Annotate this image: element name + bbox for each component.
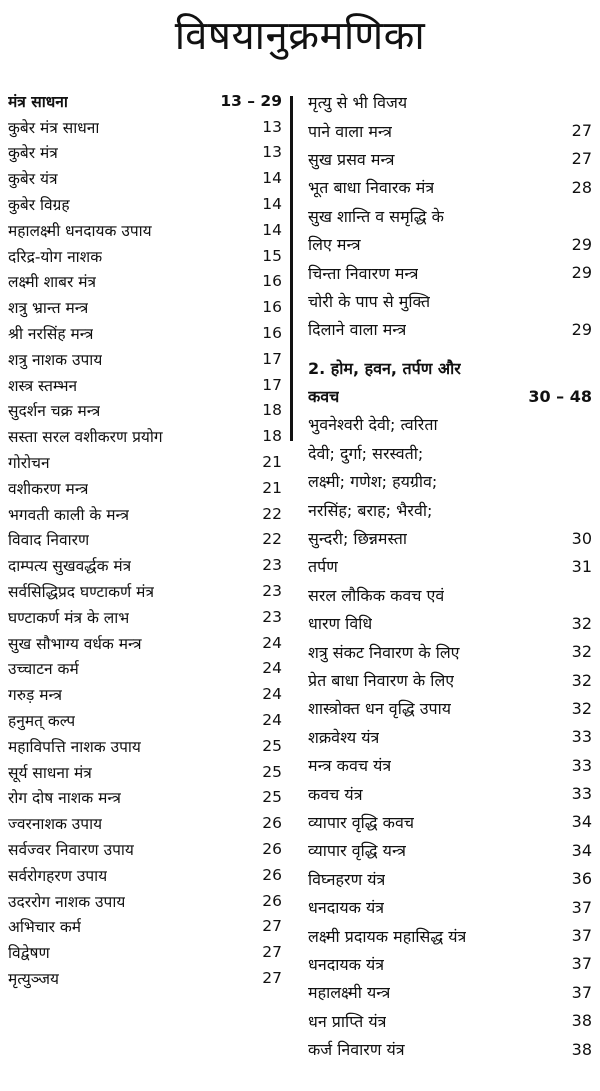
toc-entry — [308, 609, 592, 637]
toc-entry-page-number: 21 — [262, 478, 282, 497]
toc-entry — [308, 808, 592, 836]
toc-entry-page-number: 24 — [262, 633, 282, 652]
toc-entry-title: चोरी के पाप से मुक्ति — [308, 291, 431, 311]
toc-entry — [8, 914, 282, 940]
toc-entry-title: देवी; दुर्गा; सरस्वती; — [308, 443, 424, 463]
toc-entry-page-number: 33 — [571, 727, 592, 747]
toc-entry-title: सर्वज्वर निवारण उपाय — [8, 841, 134, 859]
toc-entry-page-number: 23 — [262, 607, 282, 626]
toc-entry-page-number: 27 — [262, 968, 282, 987]
toc-entry — [8, 191, 282, 217]
toc-entry — [308, 723, 592, 751]
toc-entry — [8, 165, 282, 191]
toc-entry-page-number: 33 — [571, 784, 592, 804]
toc-entry — [8, 114, 282, 140]
toc-entry-page-number: 24 — [262, 659, 282, 678]
toc-entry — [8, 398, 282, 424]
toc-entry-title: व्यापार वृद्धि कवच — [308, 812, 415, 832]
toc-entry-page-number: 25 — [262, 788, 282, 807]
toc-entry-title: कुबेर मंत्र साधना — [8, 118, 100, 137]
toc-entry-page-number: 37 — [571, 926, 592, 946]
toc-column-right — [308, 88, 592, 1063]
toc-entry-page-number: 34 — [571, 840, 592, 860]
toc-entry-title: हनुमत् कल्प — [8, 712, 76, 731]
toc-entry-title: विवाद निवारण — [8, 531, 90, 550]
toc-entry-title: नरसिंह; बराह; भैरवी; — [308, 500, 433, 520]
toc-entry-page-number: 22 — [262, 530, 282, 549]
toc-entry-page-number: 16 — [262, 324, 282, 343]
toc-entry-title: सर्वसिद्धिप्रद घण्टाकर्ण मंत्र — [8, 583, 155, 602]
toc-entry — [308, 410, 592, 438]
toc-entry-title: विद्वेषण — [8, 944, 50, 963]
toc-entry — [8, 527, 282, 553]
toc-entry-title: सुख शान्ति व समृद्धि के — [308, 206, 444, 226]
toc-entry-title: सुख सौभाग्य वर्धक मन्त्र — [8, 634, 142, 653]
toc-entry-title: महालक्ष्मी धनदायक उपाय — [8, 221, 152, 240]
toc-entry — [308, 1007, 592, 1035]
toc-entry-page-number: 24 — [262, 685, 282, 704]
toc-section-heading — [308, 382, 592, 410]
toc-entry-title: प्रेत बाधा निवारण के लिए — [308, 671, 455, 690]
toc-entry-title: मृत्युञ्जय — [8, 969, 59, 988]
toc-section-heading — [8, 88, 282, 114]
toc-entry — [308, 694, 592, 722]
toc-entry — [308, 173, 592, 201]
toc-entry-page-number: 13 – 29 — [220, 91, 282, 110]
toc-entry-title: शत्रु भ्रान्त मन्त्र — [8, 299, 89, 318]
toc-entry-title: भूत बाधा निवारक मंत्र — [308, 178, 435, 198]
toc-entry — [308, 145, 592, 173]
toc-entry-page-number: 32 — [571, 670, 592, 690]
toc-section-heading — [308, 354, 592, 382]
toc-entry-title: शस्त्र स्तम्भन — [8, 376, 78, 395]
toc-entry-title: शक्रवेश्य यंत्र — [308, 727, 380, 747]
toc-entry-title: व्यापार वृद्धि यन्त्र — [308, 841, 406, 861]
toc-entry-page-number: 32 — [571, 613, 592, 633]
toc-entry-page-number: 22 — [262, 504, 282, 523]
toc-entry-title: सरल लौकिक कवच एवं — [308, 585, 445, 605]
toc-entry — [308, 779, 592, 807]
toc-entry-page-number: 26 — [262, 865, 282, 884]
toc-entry-title: लक्ष्मी; गणेश; हयग्रीव; — [308, 472, 438, 492]
toc-entry — [8, 269, 282, 295]
toc-entry — [8, 294, 282, 320]
toc-entry-page-number: 16 — [262, 298, 282, 317]
toc-entry — [308, 921, 592, 949]
toc-entry-page-number: 32 — [571, 642, 592, 662]
toc-entry-page-number: 28 — [571, 177, 592, 197]
toc-entry-title: लक्ष्मी प्रदायक महासिद्ध यंत्र — [308, 926, 467, 946]
toc-entry-page-number: 14 — [262, 220, 282, 239]
toc-entry-page-number: 37 — [571, 982, 592, 1002]
toc-entry-title: गोरोचन — [8, 454, 50, 473]
toc-entry — [8, 810, 282, 836]
toc-entry-page-number: 27 — [262, 943, 282, 962]
toc-entry-title: कवच यंत्र — [308, 784, 363, 804]
toc-entry-page-number: 29 — [571, 263, 592, 283]
toc-entry-page-number: 14 — [262, 195, 282, 214]
toc-entry-page-number: 34 — [571, 812, 592, 832]
toc-entry-title: अभिचार कर्म — [8, 918, 82, 937]
toc-entry — [8, 552, 282, 578]
toc-entry — [308, 581, 592, 609]
toc-entry — [8, 707, 282, 733]
toc-column-left — [8, 88, 282, 991]
toc-entry-page-number: 18 — [262, 427, 282, 446]
toc-entry-title: सूर्य साधना मंत्र — [8, 763, 92, 782]
toc-entry-title: महाविपत्ति नाशक उपाय — [8, 737, 141, 756]
toc-entry — [8, 449, 282, 475]
toc-entry-title: कुबेर मंत्र — [8, 144, 58, 163]
toc-entry — [308, 751, 592, 779]
toc-entry — [8, 372, 282, 398]
toc-entry-title: चिन्ता निवारण मन्त्र — [308, 263, 419, 283]
toc-entry-title: मृत्यु से भी विजय — [308, 93, 408, 113]
toc-entry — [8, 501, 282, 527]
toc-entry-page-number: 14 — [262, 169, 282, 188]
section-spacer — [308, 344, 592, 354]
toc-entry-page-number: 38 — [571, 1039, 592, 1059]
toc-entry-page-number: 15 — [262, 246, 282, 265]
toc-entry — [8, 243, 282, 269]
toc-entry-page-number: 24 — [262, 711, 282, 730]
toc-entry-title: 2. होम, हवन, तर्पण और — [308, 358, 461, 378]
toc-entry — [308, 88, 592, 116]
toc-entry-title: घण्टाकर्ण मंत्र के लाभ — [8, 608, 130, 627]
toc-entry — [8, 140, 282, 166]
toc-entry-title: कवच — [308, 387, 340, 407]
toc-entry-title: उदररोग नाशक उपाय — [8, 892, 126, 911]
toc-entry-title: भगवती काली के मन्त्र — [8, 505, 130, 524]
toc-entry — [8, 785, 282, 811]
toc-entry-page-number: 26 — [262, 814, 282, 833]
toc-entry — [8, 965, 282, 991]
toc-entry — [308, 230, 592, 258]
toc-entry — [8, 346, 282, 372]
toc-entry — [308, 439, 592, 467]
toc-entry-title: सुदर्शन चक्र मन्त्र — [8, 402, 101, 421]
toc-entry — [308, 666, 592, 694]
toc-entry-title: विघ्नहरण यंत्र — [308, 869, 386, 889]
toc-entry-title: मंत्र साधना — [8, 92, 68, 111]
toc-entry — [8, 320, 282, 346]
toc-entry — [8, 862, 282, 888]
toc-entry-title: शत्रु संकट निवारण के लिए — [308, 642, 460, 662]
toc-entry — [308, 495, 592, 523]
toc-entry — [308, 865, 592, 893]
toc-entry-title: दिलाने वाला मन्त्र — [308, 320, 407, 340]
toc-entry-title: लक्ष्मी शाबर मंत्र — [8, 273, 97, 292]
toc-entry — [8, 681, 282, 707]
toc-entry-title: श्री नरसिंह मन्त्र — [8, 325, 94, 344]
toc-entry-page-number: 25 — [262, 762, 282, 781]
toc-entry-title: दाम्पत्य सुखवर्द्धक मंत्र — [8, 557, 132, 576]
toc-entry-page-number: 17 — [262, 375, 282, 394]
toc-entry-title: दरिद्र-योग नाशक — [8, 247, 103, 266]
toc-entry — [308, 524, 592, 552]
toc-entry-page-number: 32 — [571, 698, 592, 718]
toc-entry-title: शास्त्रोक्त धन वृद्धि उपाय — [308, 699, 452, 719]
toc-entry-page-number: 37 — [571, 954, 592, 974]
toc-entry-title: धारण विधि — [308, 614, 373, 634]
toc-entry-page-number: 23 — [262, 582, 282, 601]
column-divider — [290, 96, 293, 441]
toc-entry-title: उच्चाटन कर्म — [8, 660, 79, 679]
toc-entry-page-number: 13 — [262, 117, 282, 136]
toc-entry-title: पाने वाला मन्त्र — [308, 121, 392, 141]
toc-entry — [308, 258, 592, 286]
toc-entry — [308, 467, 592, 495]
toc-entry-page-number: 38 — [571, 1011, 592, 1031]
toc-entry-title: रोग दोष नाशक मन्त्र — [8, 789, 121, 808]
toc-entry-page-number: 30 — [571, 528, 592, 548]
toc-entry-title: कुबेर यंत्र — [8, 170, 58, 189]
toc-entry-page-number: 27 — [571, 121, 592, 141]
toc-entry — [8, 423, 282, 449]
toc-entry — [308, 1035, 592, 1063]
toc-entry-page-number: 36 — [571, 869, 592, 889]
toc-entry — [308, 552, 592, 580]
toc-entry-title: ज्वरनाशक उपाय — [8, 815, 103, 834]
toc-entry-title: शत्रु नाशक उपाय — [8, 350, 103, 369]
toc-entry — [8, 475, 282, 501]
toc-entry — [8, 217, 282, 243]
toc-entry-page-number: 26 — [262, 891, 282, 910]
toc-entry-title: महालक्ष्मी यन्त्र — [308, 983, 391, 1003]
toc-entry — [8, 888, 282, 914]
toc-entry — [308, 893, 592, 921]
toc-entry — [8, 656, 282, 682]
toc-entry — [8, 604, 282, 630]
toc-entry-page-number: 17 — [262, 349, 282, 368]
toc-entry-page-number: 29 — [571, 319, 592, 339]
toc-entry-page-number: 31 — [571, 556, 592, 576]
toc-entry-page-number: 37 — [571, 897, 592, 917]
toc-entry — [8, 630, 282, 656]
toc-entry-title: सस्ता सरल वशीकरण प्रयोग — [8, 428, 163, 447]
toc-entry-title: कुबेर विग्रह — [8, 196, 70, 215]
toc-entry-page-number: 13 — [262, 143, 282, 162]
toc-entry — [308, 287, 592, 315]
toc-entry-page-number: 23 — [262, 556, 282, 575]
toc-entry — [8, 759, 282, 785]
toc-entry-page-number: 27 — [571, 149, 592, 169]
toc-entry-title: सर्वरोगहरण उपाय — [8, 866, 108, 885]
toc-entry — [8, 733, 282, 759]
toc-entry-title: मन्त्र कवच यंत्र — [308, 756, 392, 776]
toc-entry-page-number: 30 – 48 — [528, 386, 592, 406]
toc-entry-page-number: 18 — [262, 401, 282, 420]
toc-entry-title: धन प्राप्ति यंत्र — [308, 1011, 387, 1031]
toc-entry — [308, 315, 592, 343]
toc-entry — [8, 578, 282, 604]
toc-entry — [308, 950, 592, 978]
toc-entry-title: धनदायक यंत्र — [308, 898, 385, 918]
toc-entry-title: लिए मन्त्र — [308, 235, 361, 255]
toc-entry-page-number: 26 — [262, 840, 282, 858]
toc-entry — [308, 978, 592, 1006]
toc-entry-title: वशीकरण मन्त्र — [8, 479, 89, 498]
toc-entry-title: सुन्दरी; छिन्नमस्ता — [308, 529, 407, 549]
toc-entry-page-number: 16 — [262, 272, 282, 291]
toc-entry-page-number: 33 — [571, 755, 592, 775]
toc-entry — [8, 939, 282, 965]
toc-entry — [8, 836, 282, 862]
toc-entry-page-number: 21 — [262, 453, 282, 472]
toc-entry — [308, 202, 592, 230]
toc-entry-title: तर्पण — [308, 557, 338, 577]
toc-entry-page-number: 27 — [262, 917, 282, 936]
toc-entry — [308, 836, 592, 864]
toc-entry-title: भुवनेश्वरी देवी; त्वरिता — [308, 415, 438, 435]
page-title: विषयानुक्रमणिका — [174, 13, 426, 59]
toc-entry-title: सुख प्रसव मन्त्र — [308, 149, 395, 169]
toc-entry-title: धनदायक यंत्र — [308, 954, 385, 974]
toc-entry-page-number: 25 — [262, 736, 282, 755]
toc-entry — [308, 116, 592, 144]
toc-entry-title: कर्ज निवारण यंत्र — [308, 1040, 405, 1060]
toc-entry-page-number: 29 — [571, 234, 592, 254]
toc-entry — [308, 637, 592, 665]
toc-entry-title: गरुड़ मन्त्र — [8, 686, 63, 705]
